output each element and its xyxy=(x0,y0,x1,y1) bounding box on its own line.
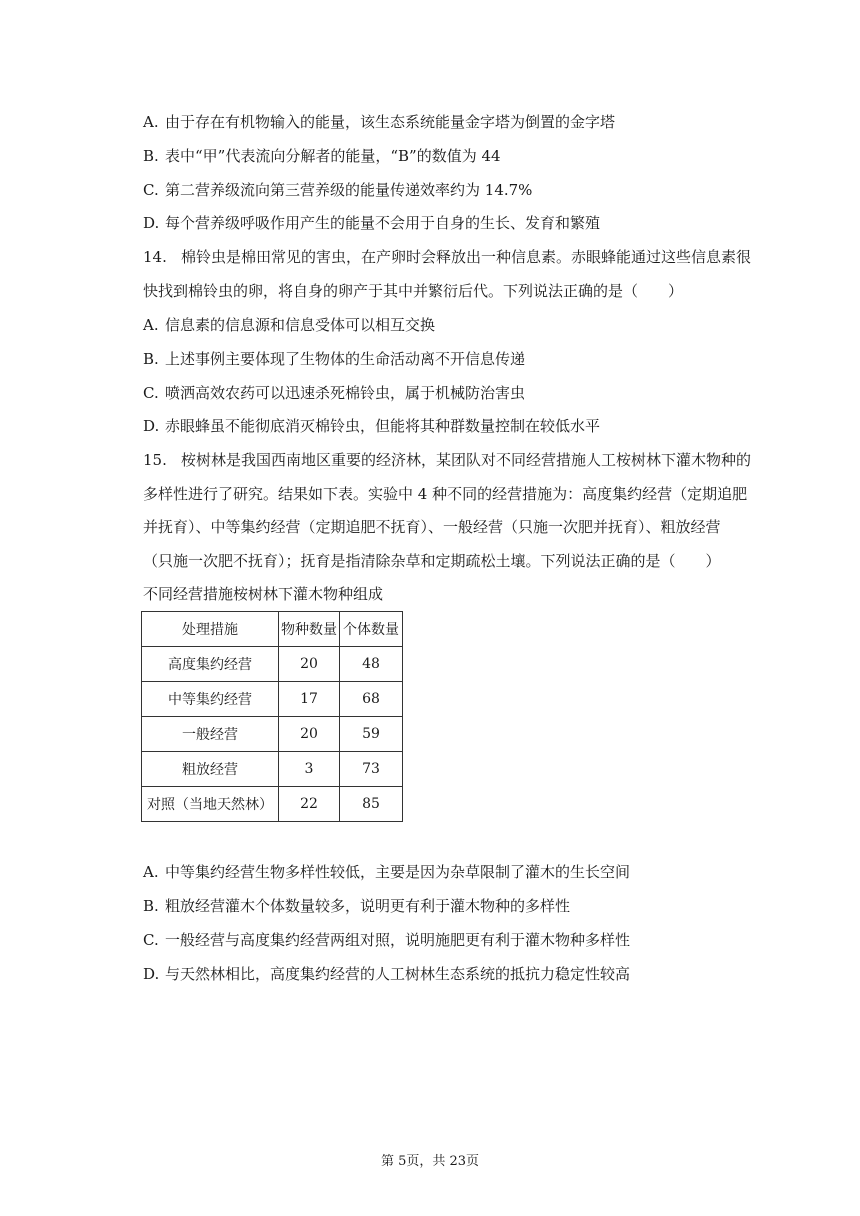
option-letter: D. xyxy=(143,417,160,435)
option-letter: B. xyxy=(143,350,159,368)
option-text: 第二营养级流向第三营养级的能量传递效率约为 14.7% xyxy=(165,181,533,199)
option-text: 与天然林相比，高度集约经营的人工树林生态系统的抵抗力稳定性较高 xyxy=(165,965,631,983)
q15-option-a xyxy=(143,862,763,882)
option-letter: C. xyxy=(143,384,159,402)
option-letter: B. xyxy=(143,897,159,915)
table-header-cell: 物种数量 xyxy=(279,612,340,647)
stem-text: 棉铃虫是棉田常见的害虫，在产卵时会释放出一种信息素。赤眼蜂能通过这些信息素很 xyxy=(181,248,752,266)
q13-option-d xyxy=(143,213,763,233)
option-letter: A. xyxy=(143,863,159,881)
option-text: 信息素的信息源和信息受体可以相互交换 xyxy=(165,316,436,334)
table-cell: 17 xyxy=(279,682,340,717)
table-cell: 73 xyxy=(340,752,403,787)
table-cell: 20 xyxy=(279,717,340,752)
table-header-cell: 处理措施 xyxy=(142,612,279,647)
table-cell: 20 xyxy=(279,647,340,682)
shrub-species-table xyxy=(141,611,403,822)
table-cell: 一般经营 xyxy=(142,717,279,752)
table-cell: 高度集约经营 xyxy=(142,647,279,682)
q15-stem-line-1 xyxy=(143,450,763,470)
q14-option-a xyxy=(143,315,763,335)
question-number: 14. xyxy=(143,248,167,266)
question-number: 15. xyxy=(143,451,167,469)
q14-stem-line-2: 快找到棉铃虫的卵，将自身的卵产于其中并繁衍后代。下列说法正确的是（ ） xyxy=(143,282,684,300)
table-row xyxy=(142,752,403,787)
option-text: 表中“甲”代表流向分解者的能量，“B”的数值为 44 xyxy=(165,147,501,165)
stem-text: 桉树林是我国西南地区重要的经济林，某团队对不同经营措施人工桉树林下灌木物种的 xyxy=(181,451,752,469)
q15-option-b xyxy=(143,896,763,916)
option-text: 一般经营与高度集约经营两组对照，说明施肥更有利于灌木物种多样性 xyxy=(165,931,631,949)
q14-option-b xyxy=(143,349,763,369)
table-cell: 68 xyxy=(340,682,403,717)
q15-option-d xyxy=(143,964,763,984)
q15-stem-line-2: 多样性进行了研究。结果如下表。实验中 4 种不同的经营措施为：高度集约经营（定期追肥 xyxy=(143,485,748,503)
option-text: 中等集约经营生物多样性较低，主要是因为杂草限制了灌木的生长空间 xyxy=(165,863,631,881)
table-cell: 粗放经营 xyxy=(142,752,279,787)
option-letter: D. xyxy=(143,214,160,232)
table-row xyxy=(142,717,403,752)
option-text: 粗放经营灌木个体数量较多，说明更有利于灌木物种的多样性 xyxy=(165,897,571,915)
option-text: 由于存在有机物输入的能量，该生态系统能量金字塔为倒置的金字塔 xyxy=(165,113,616,131)
q15-stem-line-3: 并抚育）、中等集约经营（定期追肥不抚育）、一般经营（只施一次肥并抚育）、粗放经营 xyxy=(143,518,721,536)
q14-stem-line-1 xyxy=(143,247,763,267)
option-letter: C. xyxy=(143,931,159,949)
q15-stem-line-4: （只施一次肥不抚育）；抚育是指清除杂草和定期疏松土壤。下列说法正确的是（ ） xyxy=(143,552,721,570)
option-text: 赤眼蜂虽不能彻底消灭棉铃虫，但能将其种群数量控制在较低水平 xyxy=(165,417,601,435)
option-text: 喷洒高效农药可以迅速杀死棉铃虫，属于机械防治害虫 xyxy=(165,384,526,402)
table-cell: 3 xyxy=(279,752,340,787)
table-cell: 中等集约经营 xyxy=(142,682,279,717)
table-row xyxy=(142,682,403,717)
table-cell: 对照（当地天然林） xyxy=(142,787,279,822)
option-letter: A. xyxy=(143,113,159,131)
table-header-cell: 个体数量 xyxy=(340,612,403,647)
table-cell: 22 xyxy=(279,787,340,822)
table-cell: 48 xyxy=(340,647,403,682)
q13-option-a xyxy=(143,112,763,132)
option-text: 每个营养级呼吸作用产生的能量不会用于自身的生长、发育和繁殖 xyxy=(165,214,601,232)
table-cell: 85 xyxy=(340,787,403,822)
q13-option-c xyxy=(143,180,763,200)
option-letter: B. xyxy=(143,147,159,165)
table-header-row xyxy=(142,612,403,647)
table-row xyxy=(142,787,403,822)
q14-option-d xyxy=(143,416,763,436)
option-text: 上述事例主要体现了生物体的生命活动离不开信息传递 xyxy=(165,350,526,368)
q13-option-b xyxy=(143,146,763,166)
option-letter: A. xyxy=(143,316,159,334)
option-letter: C. xyxy=(143,181,159,199)
option-letter: D. xyxy=(143,965,160,983)
page-footer: 第 5页，共 23页 xyxy=(380,1154,480,1169)
q15-option-c xyxy=(143,930,763,950)
q14-option-c xyxy=(143,383,763,403)
table-caption: 不同经营措施桉树林下灌木物种组成 xyxy=(143,585,384,603)
table-cell: 59 xyxy=(340,717,403,752)
table-row xyxy=(142,647,403,682)
